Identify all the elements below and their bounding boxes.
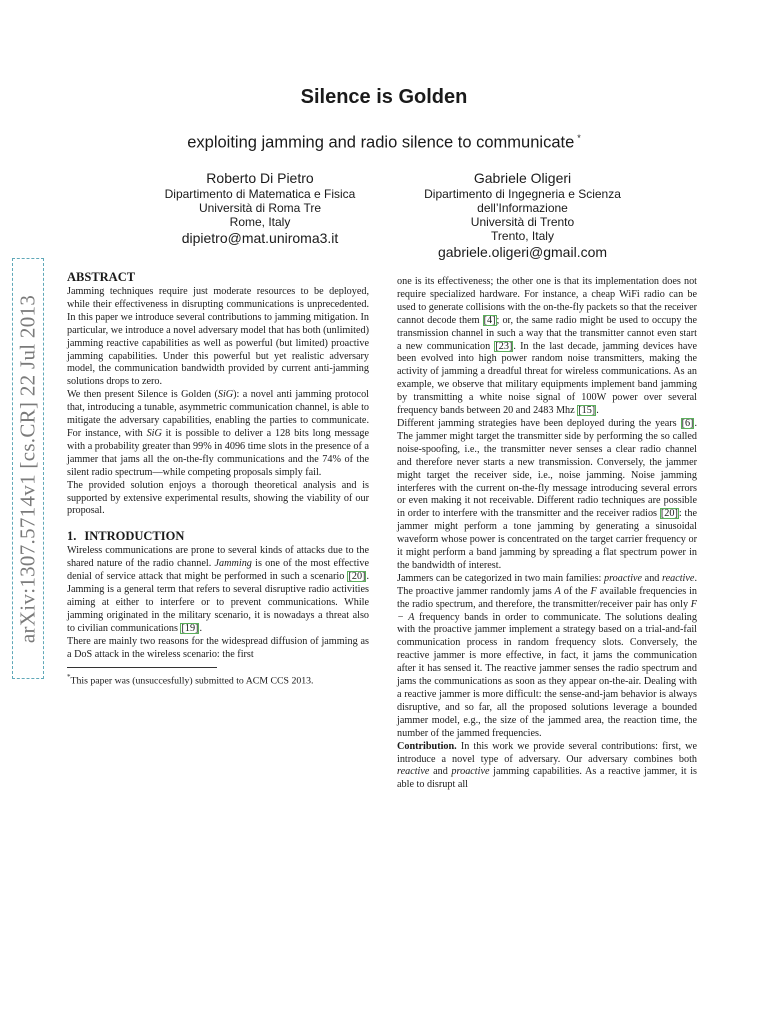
author-affiliation-line: Dipartimento di Ingegneria e Scienza [424,187,621,201]
author-affiliation-line: Università di Trento [470,215,575,229]
author-affiliation-line: Università di Roma Tre [198,201,322,215]
abstract-paragraph: We then present Silence is Golden (SiG): a novel anti jamming protocol that, introducing a tunable, asymmetric communication channel, is able to mitigate the adversary capabilities, enabling the parties to communicate. For instance, with SiG it is possible to deliver a 128 bits long message with a probability greater than 99% in 4096 time slots in the presence of a jammer that jams all the on-the-fly communications and the 74% of the silent radio spectrum—while competing proposals simply fail. [67,389,369,478]
math-symbol: F [590,585,597,597]
footnote [67,671,369,687]
body-paragraph: Different jamming strategies have been deployed during the years [6]. The jammer might target the transmitter side by performing the so called noise-spoofing, i.e., the transmitter never senses a clear radio channel and therefore never starts a new transmission. Conversely, the jammer might target the receiver side, i.e., noise jamming. Noise jamming interferes with the current on-the-fly message introducing several errors or even making it not receivable. Different radio techniques are possible in order to interfere with the transmitter and the receiver radios [20]: the jammer might perform a tone jamming by generating a sinusoidal waveform whose power is concentrated on the target carrier frequency or it might perform a band jamming by spreading a flat spectrum power in the bandwidth of interest. [397,417,697,571]
author-block-1 [120,170,400,247]
footnote-mark: * [67,673,71,682]
author-affiliation-line: dell’Informazione [477,201,568,215]
body-paragraph: Contribution. In this work we provide several contributions: first, we introduce a novel type of adversary. Our adversary combines both reactive and proactive jamming capabilities. As a reactive jammer, it is able to disrupt all [397,740,697,791]
arxiv-identifier-stamp[interactable] [12,258,44,679]
author-block-2 [380,170,665,261]
author-email[interactable]: dipietro@mat.uniroma3.it [181,230,339,246]
body-paragraph: There are mainly two reasons for the widespread diffusion of jamming as a DoS attack in the wireless scenario: the first [67,635,369,660]
author-affiliation-line: Dipartimento di Matematica e Fisica [164,187,356,201]
author-name: Gabriele Oligeri [473,170,572,186]
body-paragraph: Jammers can be categorized in two main families: proactive and reactive. The proactive jammer randomly jams A of the F available frequencies in the radio spectrum, and therefore, the transmitter/receiver pair has only F − A frequency bands in order to communicate. The solutions dealing with the proactive jammer implement a strategy based on a trial-and-fail communication process in random frequency slots. Conversely, the reactive jammer is more effective, in fact, it jams the communication after it has sensed it. The reactive jammer senses the radio spectrum and jams the communications as soon as they appear on-the-air. Dealing with a reactive jammer is more difficult: the sense-and-jam behavior is always disruptive, and so far, all the proposed solutions leverage a bounded jammer model, e.g., the size of the jammed area, the reaction time, the number of the jammed frequencies. [397,572,698,739]
paper-subtitle [0,133,768,153]
math-symbol: A [554,585,561,597]
arxiv-identifier-text: arXiv:1307.5714v1 [cs.CR] 22 Jul 2013 [15,294,40,643]
paragraph-label: Contribution. [397,740,457,752]
author-name: Roberto Di Pietro [206,170,314,186]
footnote-rule [67,667,217,668]
section-heading-introduction [67,529,369,544]
citation-link[interactable]: [20] [660,508,678,520]
citation-link[interactable]: [20] [348,571,366,583]
body-paragraph: Wireless communications are prone to several kinds of attacks due to the shared nature of the radio channel. Jamming is one of the most effective denial of service attack that might be performed in such a scenario [20]. Jamming is a general term that refers to several disruptive radio activities aiming at either to interfere or to prevent communications. While jamming originated in the military scenario, it is nowadays a threat also to civilian communications [19]. [67,545,369,634]
math-expression: F − A [397,598,697,623]
citation-link[interactable]: [23] [495,340,513,352]
author-affiliation-line: Trento, Italy [491,229,554,243]
sig-acronym: SiG [217,389,234,401]
abstract-paragraph: The provided solution enjoys a thorough theoretical analysis and is supported by extensive experimental results, showing the viability of our proposal. [67,479,369,517]
footnote-text: This paper was (unsuccesfully) submitted to ACM CCS 2013. [70,675,314,687]
paper-title: Silence is Golden [300,86,468,108]
body-paragraph: one is its effectiveness; the other one is that its implementation does not require specialized hardware. For instance, a cheap WiFi radio can be used to generate collisions with the on-the-fly packets so that the receiver cannot decode them [4]; or, the same radio might be used to occupy the transmission channel in such a way that the transmitter cannot even start a new communication [23]. In the last decade, jamming devices have been evolved into high power random noise transmitters, making the activity of jamming a dreadful threat for wireless communications. As an example, we observe that military equipments implement band jamming by transmitting a white noise signal of 100W power over several frequency bands between 20 and 2483 Mhz [15]. [397,276,698,417]
subtitle-footnote-mark: * [577,133,581,143]
citation-link[interactable]: [4] [483,314,496,326]
left-column [67,270,369,688]
citation-link[interactable]: [6] [681,417,694,429]
citation-link[interactable]: [19] [181,622,199,634]
section-number: 1. [67,529,77,544]
subtitle-text: exploiting jamming and radio silence to communicate [187,133,575,152]
abstract-paragraph: Jamming techniques require just moderate resources to be deployed, while their effectiveness in disrupting communications is unprecedented. In this paper we introduce several contributions to jamming mitigation. In particular, we introduce a novel adversary model that has both (unlimited) jamming reactive capabilities as well as powerful (but limited) proactive jamming capabilities. Under this powerful but yet realistic adversary model, the communication bandwidth provided by current anti-jamming solutions drops to zero. [67,286,370,388]
right-column [397,276,697,792]
abstract-heading: ABSTRACT [67,270,136,284]
author-affiliation-line: Rome, Italy [229,215,291,229]
section-title: INTRODUCTION [84,529,185,544]
citation-link[interactable]: [15] [578,405,596,417]
author-email[interactable]: gabriele.oligeri@gmail.com [437,244,608,260]
sig-acronym: SiG [146,427,162,439]
